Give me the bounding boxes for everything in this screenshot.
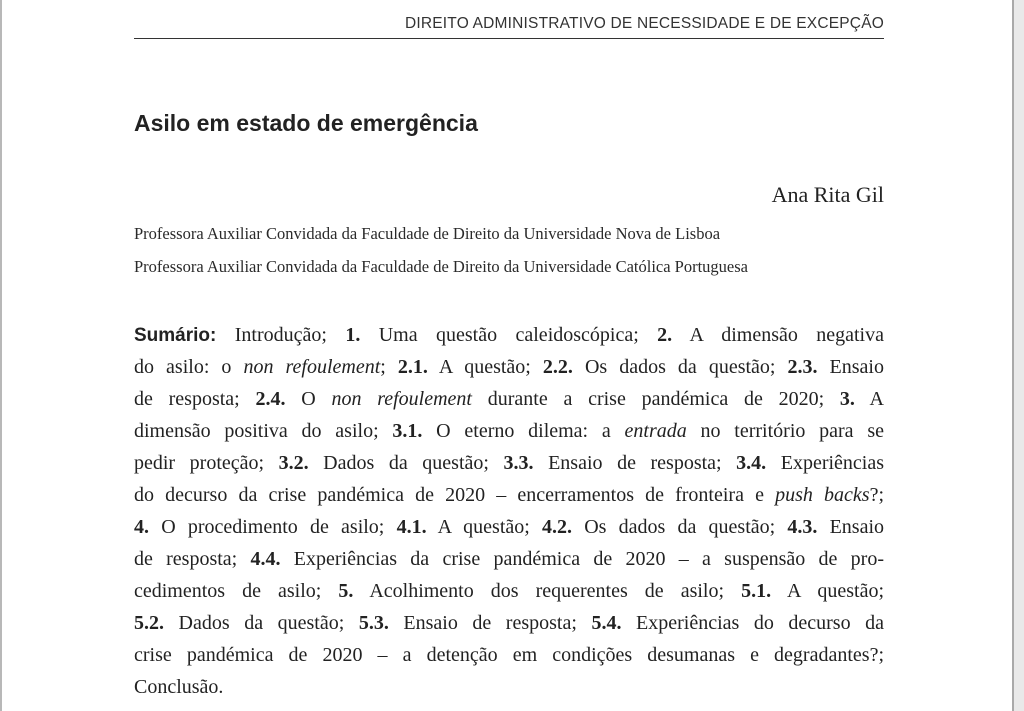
summary-text: O eterno dilema: a <box>422 420 625 442</box>
author-affiliation-1: Professora Auxiliar Convidada da Faculdade de Direito da Universidade Nova de Lisboa <box>134 224 721 243</box>
summary-line <box>134 543 884 575</box>
summary-text: A questão; <box>427 356 543 378</box>
section-number: 3.3. <box>503 452 534 474</box>
page-left-border <box>0 0 2 711</box>
summary-text: de resposta; <box>134 388 256 410</box>
summary-text: A questão; <box>771 580 885 602</box>
summary-text: durante a crise pandémica de 2020; <box>471 388 840 410</box>
summary-text: Ensaio de resposta; <box>533 452 737 474</box>
summary-text: A dimensão negativa <box>672 324 884 346</box>
summary-line <box>134 447 884 479</box>
section-number: 2.2. <box>542 356 573 378</box>
summary-text: A questão; <box>426 516 543 538</box>
summary-text: cedimentos de asilo; <box>134 580 339 602</box>
summary-text: Dados da questão; <box>308 452 504 474</box>
summary-text: Dados da questão; <box>164 612 359 634</box>
summary-line <box>134 639 884 671</box>
summary-line <box>134 575 884 607</box>
summary-line <box>134 479 884 511</box>
summary-text: crise pandémica de 2020 – a detenção em condições desumanas e degradantes?; <box>134 644 884 666</box>
section-number: 2. <box>657 324 673 346</box>
summary-text: A <box>854 388 884 410</box>
article-title: Asilo em estado de emergência <box>134 110 478 136</box>
section-number: 3.2. <box>278 452 309 474</box>
summary-text: Experiências do decurso da <box>621 612 885 634</box>
section-number: 5. <box>338 580 354 602</box>
summary-text: pedir proteção; <box>134 452 279 474</box>
section-number: 3.1. <box>392 420 423 442</box>
summary-text: Os dados da questão; <box>572 516 788 538</box>
summary-text: Ensaio de resposta; <box>388 612 592 634</box>
summary-line <box>134 511 884 543</box>
summary-line <box>134 607 884 639</box>
summary-line <box>134 319 884 351</box>
summary-text: Introdução; <box>216 324 346 346</box>
summary-text: Uma questão caleidoscópica; <box>360 324 658 346</box>
section-number: 3.4. <box>736 452 767 474</box>
section-number: 4. <box>134 516 149 538</box>
section-number: 4.4. <box>250 548 281 570</box>
summary-text: O procedimento de asilo; <box>149 516 397 538</box>
section-number: 5.4. <box>591 612 622 634</box>
section-number: 4.1. <box>396 516 427 538</box>
summary-line <box>134 383 884 415</box>
summary-text: Os dados da questão; <box>572 356 788 378</box>
italic-term: push backs <box>775 484 870 506</box>
section-number: 5.3. <box>358 612 389 634</box>
italic-term: non refoulement <box>243 356 381 378</box>
summary-text: Experiências <box>766 452 885 474</box>
italic-term: entrada <box>624 420 687 442</box>
summary-text: de resposta; <box>134 548 251 570</box>
summary-line <box>134 351 884 383</box>
summary-text: Conclusão. <box>134 676 224 698</box>
section-number: 5.2. <box>134 612 164 634</box>
summary-block <box>134 319 884 703</box>
summary-label: Sumário: <box>134 325 217 346</box>
section-number: 3. <box>839 388 855 410</box>
summary-text: Experiências da crise pandémica de 2020 – a suspensão de pro- <box>280 548 884 570</box>
running-header-title: DIREITO ADMINISTRATIVO DE NECESSIDADE E DE EXCEPÇÃO <box>404 15 884 32</box>
summary-text: O <box>285 388 332 410</box>
summary-text: ; <box>380 356 398 378</box>
summary-text: do asilo: o <box>134 356 244 378</box>
summary-text: no território para se <box>686 420 884 442</box>
summary-line <box>134 671 884 703</box>
author-name: Ana Rita Gil <box>771 182 884 207</box>
summary-text: Ensaio <box>817 516 884 538</box>
summary-text: ?; <box>869 484 884 506</box>
summary-text: Acolhimento dos requerentes de asilo; <box>353 580 742 602</box>
section-number: 2.3. <box>787 356 818 378</box>
section-number: 5.1. <box>741 580 772 602</box>
section-number: 1. <box>345 324 361 346</box>
summary-line <box>134 415 884 447</box>
section-number: 2.1. <box>397 356 428 378</box>
summary-text: do decurso da crise pandémica de 2020 – encerramentos de fronteira e <box>134 484 776 506</box>
author-affiliation-2: Professora Auxiliar Convidada da Faculdade de Direito da Universidade Católica Portuguesa <box>134 257 748 276</box>
section-number: 4.3. <box>787 516 818 538</box>
running-header <box>134 14 884 39</box>
summary-text: dimensão positiva do asilo; <box>134 420 393 442</box>
section-number: 4.2. <box>542 516 573 538</box>
italic-term: non refoulement <box>331 388 472 410</box>
viewer-gutter <box>1014 0 1024 711</box>
summary-text: Ensaio <box>817 356 884 378</box>
section-number: 2.4. <box>255 388 286 410</box>
